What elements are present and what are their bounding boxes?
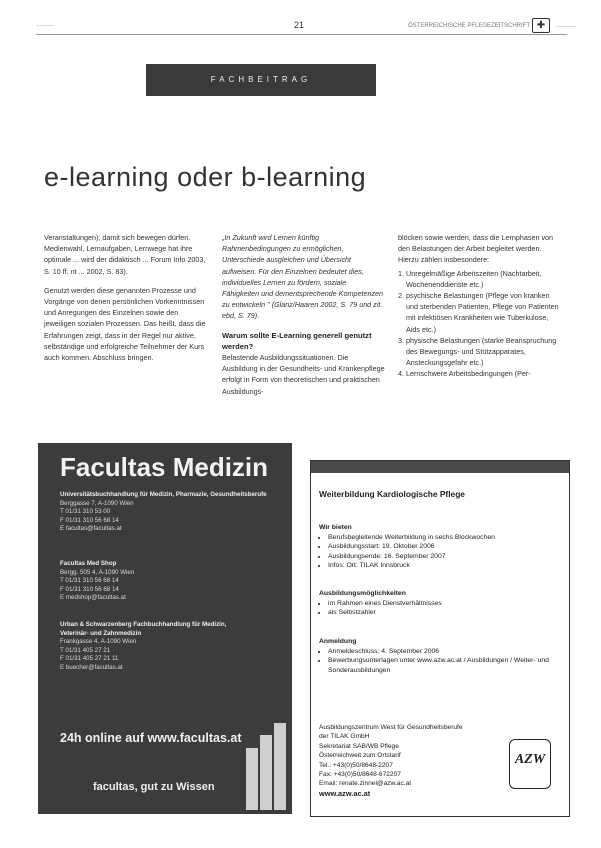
registration-section: [319, 637, 559, 675]
list-item: • Infos: Ort: TILAK Innsbruck: [328, 561, 559, 571]
facultas-block-1: [60, 491, 267, 534]
page-number: 21: [294, 20, 305, 30]
column2-body: Belastende Ausbildungssituationen. Die Ausbildung in der Gesundheits- und Krankenpflege erfolgt in Form von theoretischen und praktischen Ausbildungs-: [222, 353, 385, 396]
shop-name: Urban & Schwarzenberg Fachbuchhandlung für Medizin, Veterinär- und Zahnmedizin: [60, 621, 227, 637]
article-title: e-learning oder b-learning: [44, 162, 367, 193]
list-item: • Anmeldeschluss: 4. September 2006: [328, 647, 559, 657]
header-rule: [36, 34, 567, 35]
shop-fax: F 01/31 310 56 68 14: [60, 516, 119, 524]
column1-paragraph-2: Genutzt werden diese genannten Prozesse und Vorgänge von denen persönlichen Vorkenntnissen und Anregungen des Einzelnen sowie den jeweiligen sozialen Prozessen. Das heißt, dass die Erfahrungen zeigt, dass in der Regel nur aktive, selbständige und erfolgreiche Teilnehmer der Kurs auch kommen. Abschluss bringen.: [44, 285, 206, 363]
list-item: • Ausbildungsende: 16. September 2007: [328, 552, 559, 562]
section-heading: Wir bieten: [319, 524, 352, 531]
burden-list: [398, 268, 561, 380]
list-item: 3. physische Belastungen (starke Beanspruchung des Bewegungs- und Stützapparates, Ansteckungsgefahr etc.): [406, 335, 561, 369]
contact-line: Österreichweit zum Ortstarif: [319, 752, 401, 760]
text-column-2: [222, 232, 385, 405]
list-item: • Ausbildungsstart: 19. Oktober 2006: [328, 542, 559, 552]
contact-fax: Fax: +43(0)50/8648-672207: [319, 771, 401, 779]
column3-intro: blöcken sowie werden, dass die Lernphasen von den Belastungen der Arbeit begleitet werden. Hierzu zählen insbesondere:: [398, 233, 554, 265]
text-column-1: [44, 232, 207, 371]
list-item: 1. Unregelmäßige Arbeitszeiten (Nachtarbeit, Wochenenddienste etc.): [406, 268, 561, 290]
column1-paragraph-1: Veranstaltungen), damit sich bewegen dürfen. Medienwahl, Lernaufgaben, Lernwege hat ihre optimale ... wird der didaktisch ... Forum Info 2003, S. 10 ff. nt ... 2002, S. 83).: [44, 233, 206, 276]
options-section: [319, 589, 559, 618]
list-item: • im Rahmen eines Dienstverhältnisses: [328, 599, 559, 609]
contact-line: Ausbildungszentrum West für Gesundheitsberufe: [319, 724, 463, 731]
page-header: [36, 18, 577, 34]
column2-quote: „In Zukunft wird Lernen künftig Rahmenbedingungen zu ermöglichen, Unterschiede ausgleichen und Übersicht aufweisen. Für den Einzelnen bedeutet dies, individuelles Lernen zu fördern, soziale Fähigkeiten und dementsprechende Kompetenzen zu entwickeln " (Glanz/Haaren 2002, S. 79 und zit. ebd, S. 79).: [222, 233, 384, 321]
contact-phone: Tel.: +43(0)50/8648-2207: [319, 761, 393, 769]
decorative-stair: [260, 735, 272, 810]
ad-header-bar: [311, 461, 569, 473]
list-item: 4. Lernschwere Arbeitsbedingungen (Per-: [406, 368, 561, 379]
section-heading: Ausbildungsmöglichkeiten: [319, 590, 406, 597]
azw-logo: [509, 739, 551, 789]
decorative-stair: [246, 748, 258, 810]
contact-email[interactable]: Email: renate.zinnel@azw.ac.at: [319, 780, 412, 788]
facultas-online-url[interactable]: 24h online auf www.facultas.at: [60, 731, 242, 745]
facultas-claim: facultas, gut zu Wissen: [93, 781, 215, 793]
shop-address: Bergg. 505 4, A-1090 Wien: [60, 568, 135, 576]
facultas-block-2: [60, 560, 134, 603]
list-item: • Berufsbegleitende Weiterbildung in sechs Blockwochen: [328, 533, 559, 543]
shop-phone: T 01/31 310 53 00: [60, 508, 111, 516]
header-right-small: ............: [556, 23, 577, 29]
shop-phone: T 01/31 405 27 21: [60, 646, 111, 654]
shop-fax: F 01/31 310 56 68 14: [60, 585, 119, 593]
facultas-advertisement: [38, 443, 292, 814]
column2-heading: Warum sollte E-Learning generell genutzt werden?: [222, 330, 372, 351]
list-item: • als Selbstzahler: [328, 608, 559, 618]
shop-email: E facultas@facultas.at: [60, 525, 122, 533]
section-band: [146, 64, 376, 96]
header-left: ...........: [36, 22, 55, 28]
list-item: 2. psychische Belastungen (Pflege von kranken und sterbenden Patienten, Pflege von Patienten mit infektiösen Krankheiten wie Tuberkulose, Aids etc.): [406, 290, 561, 335]
shop-phone: T 01/31 310 56 68 14: [60, 577, 119, 585]
azw-logo-text: AZW: [514, 752, 546, 767]
list-item: • Bewerbungsunterlagen unter www.azw.ac.at / Ausbildungen / Weiter- und Sonderausbildungen: [328, 656, 559, 675]
azw-title: Weiterbildung Kardiologische Pflege: [319, 489, 465, 499]
azw-contact: [319, 723, 499, 799]
text-column-3: [398, 232, 561, 380]
shop-email: E buecher@facultas.at: [60, 663, 123, 671]
cross-logo-icon: ✚: [532, 18, 550, 33]
shop-address: Frankgasse 4, A-1090 Wien: [60, 638, 137, 646]
section-heading: Anmeldung: [319, 638, 357, 645]
offer-section: [319, 523, 559, 571]
shop-name: Universitätsbuchhandlung für Medizin, Pharmazie, Gesundheitsberufe: [60, 491, 267, 498]
shop-name: Facultas Med Shop: [60, 560, 117, 567]
contact-line: Sekretariat SAB/WB Pflege: [319, 742, 399, 750]
azw-website[interactable]: www.azw.ac.at: [319, 788, 371, 798]
shop-address: Berggasse 7, A-1090 Wien: [60, 499, 134, 507]
azw-advertisement: [310, 460, 570, 817]
facultas-brand: Facultas Medizin: [60, 452, 269, 482]
section-label: FACHBEITRAG: [210, 75, 312, 84]
contact-line: der TILAK GmbH: [319, 733, 370, 741]
journal-name: ÖSTERREICHISCHE PFLEGEZEITSCHRIFT: [408, 23, 531, 29]
shop-fax: F 01/31 405 27 21 11: [60, 655, 119, 663]
shop-email: E medshop@facultas.at: [60, 594, 126, 602]
facultas-block-3: [60, 621, 230, 673]
decorative-stair: [274, 723, 286, 810]
